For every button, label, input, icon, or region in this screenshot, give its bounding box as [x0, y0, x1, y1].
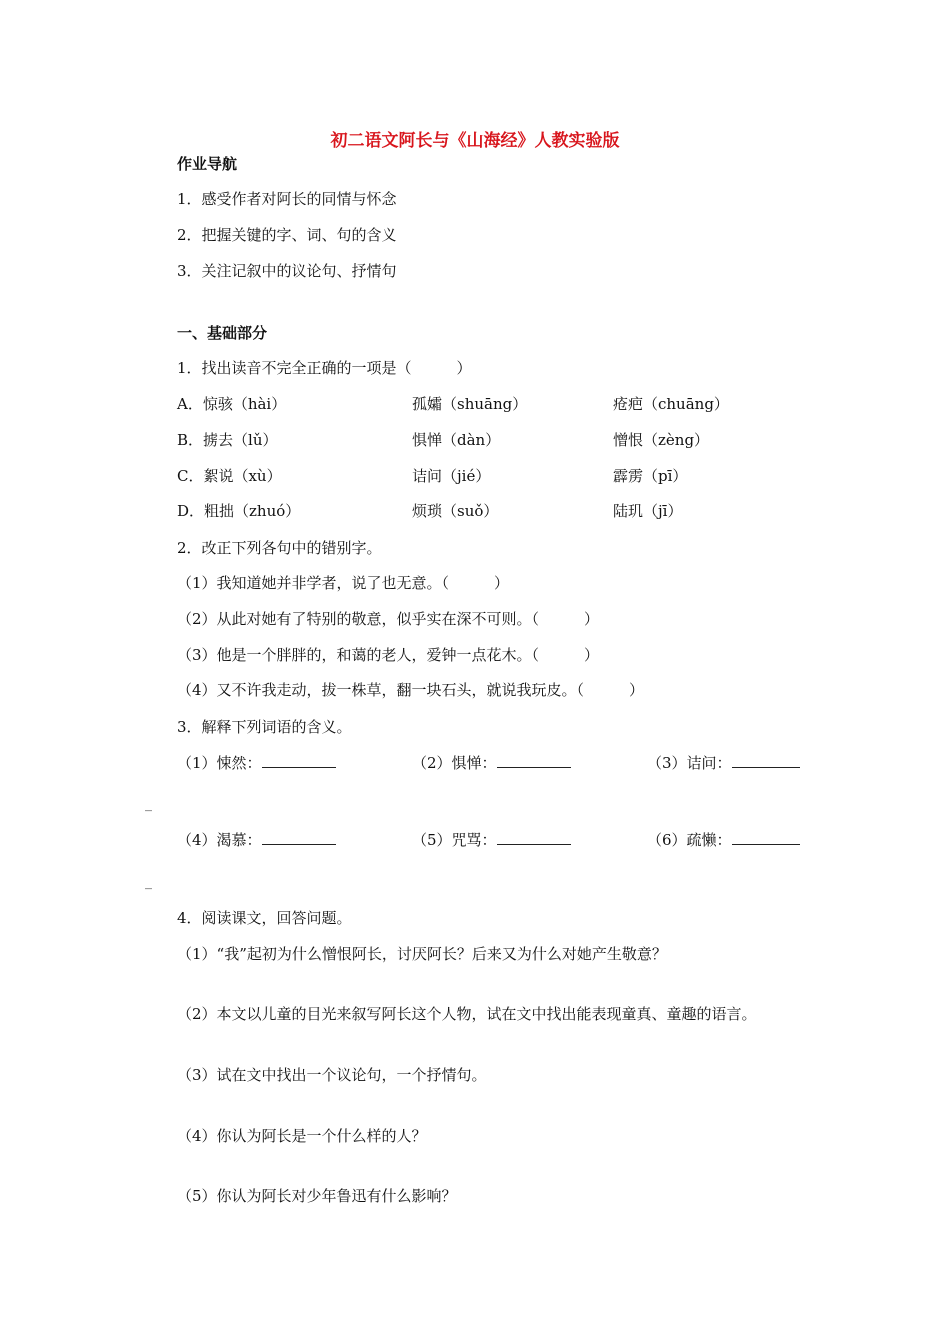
answer-blank[interactable]: [262, 832, 336, 845]
q3-term-2: （2）惧惮：: [412, 752, 571, 773]
q1-option: A．惊骇（hài）: [177, 395, 287, 413]
nav-item-3: 3．关注记叙中的议论句、抒情句: [177, 262, 397, 280]
q1-option: 疮疤（chuāng）: [613, 395, 729, 413]
q1-stem: 1．找出读音不完全正确的一项是（ ）: [177, 359, 472, 377]
q1-option: 霹雳（pī）: [613, 467, 688, 485]
answer-blank[interactable]: [497, 832, 571, 845]
nav-item-2: 2．把握关键的字、词、句的含义: [177, 226, 397, 244]
answer-blank[interactable]: [732, 755, 800, 768]
q1-option: C．絮说（xù）: [177, 467, 282, 485]
section1-heading: 一、基础部分: [177, 324, 268, 342]
q4-item-3: （3）试在文中找出一个议论句，一个抒情句。: [177, 1066, 487, 1084]
q1-option: 憎恨（zèng）: [613, 431, 710, 449]
q4-item-1: （1）“我”起初为什么憎恨阿长，讨厌阿长？后来又为什么对她产生敬意？: [177, 945, 667, 963]
wrap-dash: _: [145, 796, 152, 812]
q1-option: 烦琐（suǒ）: [412, 502, 499, 520]
answer-blank[interactable]: [732, 832, 800, 845]
q2-item-2: （2）从此对她有了特别的敬意，似乎实在深不可则。（ ）: [177, 610, 600, 628]
q2-item-4: （4）又不许我走动，拔一株草，翻一块石头，就说我玩皮。（ ）: [177, 681, 645, 699]
q4-stem: 4．阅读课文，回答问题。: [177, 909, 352, 927]
q1-option: D．粗拙（zhuó）: [177, 502, 301, 520]
wrap-dash: _: [145, 874, 152, 890]
q4-item-2: （2）本文以儿童的目光来叙写阿长这个人物，试在文中找出能表现童真、童趣的语言。: [177, 1005, 757, 1023]
q4-item-5: （5）你认为阿长对少年鲁迅有什么影响？: [177, 1187, 457, 1205]
q1-option: B．掳去（lǔ）: [177, 431, 278, 449]
q1-option: 惧惮（dàn）: [412, 431, 501, 449]
q1-option: 陆玑（jī）: [613, 502, 683, 520]
q3-term-5: （5）咒骂：: [412, 829, 571, 850]
q2-item-1: （1）我知道她并非学者，说了也无意。（ ）: [177, 574, 510, 592]
q3-term-1: （1）悚然：: [177, 752, 336, 773]
page-title: 初二语文阿长与《山海经》人教实验版: [330, 131, 620, 151]
nav-heading: 作业导航: [177, 155, 238, 173]
q3-stem: 3．解释下列词语的含义。: [177, 718, 352, 736]
q1-option: 诘问（jié）: [412, 467, 491, 485]
q1-option: 孤孀（shuāng）: [412, 395, 528, 413]
q3-term-4: （4）渴慕：: [177, 829, 336, 850]
answer-blank[interactable]: [497, 755, 571, 768]
q2-item-3: （3）他是一个胖胖的，和蔼的老人，爱钟一点花木。（ ）: [177, 646, 600, 664]
q3-term-6: （6）疏懒：: [647, 829, 800, 850]
q4-item-4: （4）你认为阿长是一个什么样的人？: [177, 1127, 427, 1145]
q2-stem: 2．改正下列各句中的错别字。: [177, 539, 382, 557]
q3-term-3: （3）诘问：: [647, 752, 800, 773]
answer-blank[interactable]: [262, 755, 336, 768]
nav-item-1: 1．感受作者对阿长的同情与怀念: [177, 190, 397, 208]
